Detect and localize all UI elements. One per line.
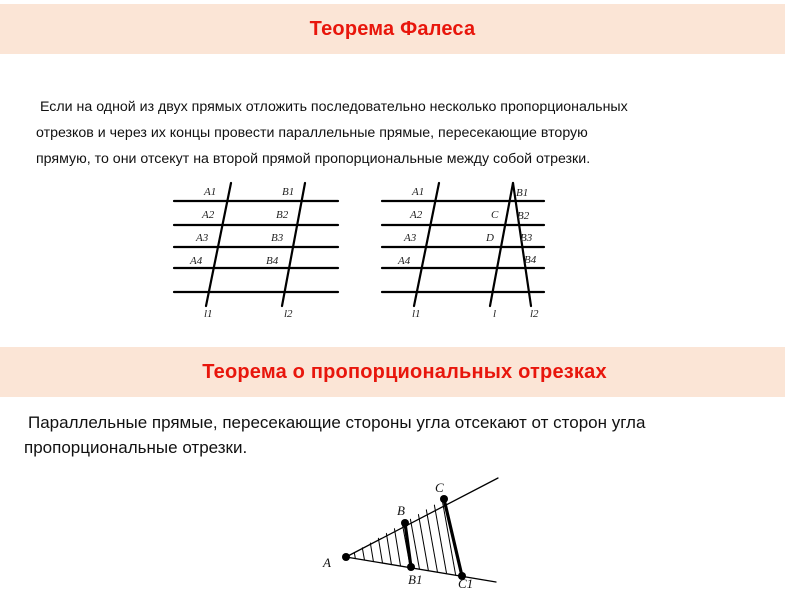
point-b1 (407, 563, 415, 571)
label-b1: B1 (282, 186, 295, 198)
label-a2: A2 (410, 209, 423, 221)
label-a1: A1 (412, 186, 425, 198)
label-b2: B2 (517, 210, 530, 222)
label-a2: A2 (202, 209, 215, 221)
thales-figure-1 (170, 178, 345, 323)
label-b: B (397, 503, 405, 518)
point-c (440, 495, 448, 503)
label-l1: l1 (204, 308, 213, 320)
label-a4: A4 (398, 255, 411, 267)
label-a3: A3 (404, 232, 417, 244)
angle-figure (320, 472, 510, 594)
label-d: D (486, 232, 494, 244)
text-line: пропорциональные отрезки. (24, 438, 248, 457)
segment-cc1 (444, 499, 462, 576)
label-a1: A1 (204, 186, 217, 198)
hatch-line (394, 526, 401, 569)
point-a (342, 553, 350, 561)
text-line: отрезков и через их концы провести параллельные прямые, пересекающие вторую (36, 125, 588, 141)
label-c: C (435, 480, 444, 495)
label-b1: B1 (516, 187, 529, 199)
label-b2: B2 (276, 209, 289, 221)
label-a4: A4 (190, 255, 203, 267)
label-b4: B4 (524, 254, 537, 266)
text-line: прямую, то они отсекут на второй прямой пропорциональные между собой отрезки. (36, 151, 591, 167)
label-a3: A3 (196, 232, 209, 244)
label-l2: l2 (284, 308, 293, 320)
label-c1: C1 (458, 576, 474, 591)
thales-theorem-text (36, 94, 796, 172)
text-line: Параллельные прямые, пересекающие стороны угла отсекают от сторон угла (28, 413, 646, 432)
section-title-proportional: Теорема о пропорциональных отрезках (202, 360, 607, 383)
section-header-proportional (0, 347, 785, 397)
label-b3: B3 (271, 232, 284, 244)
label-l1: l1 (412, 308, 421, 320)
hatch-line (386, 531, 392, 568)
label-l2: l2 (530, 308, 539, 320)
proportional-theorem-text (24, 410, 784, 460)
label-b1: B1 (408, 572, 423, 587)
label-b4: B4 (266, 255, 279, 267)
label-b3: B3 (520, 232, 533, 244)
hatch-line (418, 512, 429, 574)
label-c: C (491, 209, 499, 221)
label-a: A (323, 555, 331, 570)
section-title-thales: Теорема Фалеса (309, 17, 476, 40)
section-header-thales (0, 4, 785, 54)
point-b (401, 519, 409, 527)
text-line: Если на одной из двух прямых отложить последовательно несколько пропорциональных (40, 99, 628, 115)
thales-figure-2 (378, 178, 553, 323)
label-l: l (493, 308, 497, 320)
angle-side-upper (346, 478, 498, 557)
